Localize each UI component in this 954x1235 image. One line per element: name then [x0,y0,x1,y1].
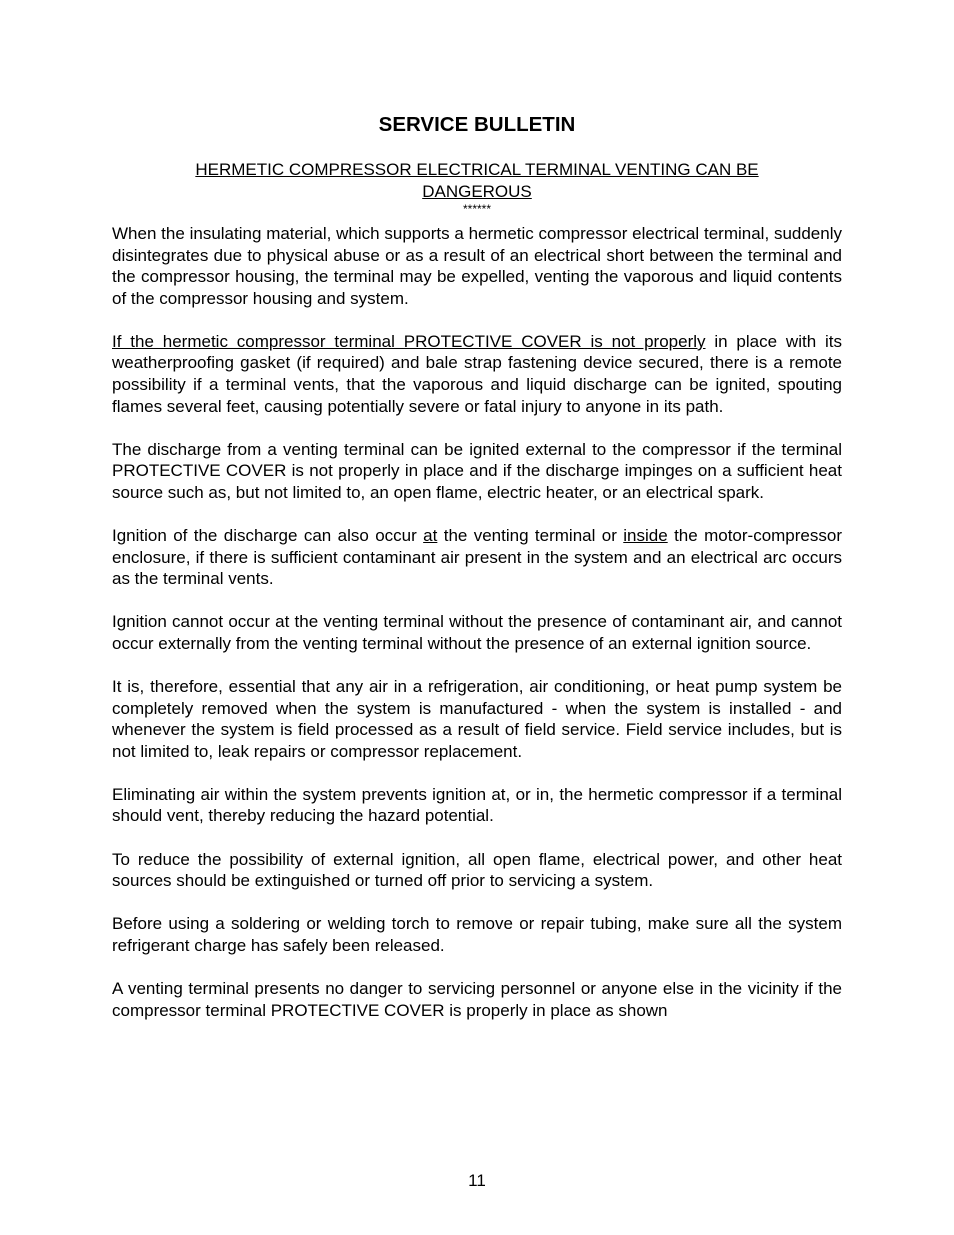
paragraph-8: To reduce the possibility of external ignition, all open flame, electrical power, and other heat sources should be extinguished or turned off prior to servicing a system. [112,849,842,891]
paragraph-1: When the insulating material, which supports a hermetic compressor electrical terminal, suddenly disintegrates due to physical abuse or as a result of an electrical short between the terminal and the compressor housing, the terminal may be expelled, venting the vaporous and liquid contents of the compressor housing and system. [112,224,842,308]
separator-stars: ****** [462,202,492,216]
underlined-inside: inside [623,526,668,546]
paragraph-6: It is, therefore, essential that any air in a refrigeration, air conditioning, or heat pump system be completely removed when the system is manufactured - when the system is installed - and whenever the system is field processed as a result of field service. Field service includes, but is not limited to, leak repairs or compressor replacement. [112,677,842,761]
paragraph-4-part-1: Ignition of the discharge can also occur [112,526,424,546]
bulletin-body [112,223,842,1043]
underlined-at: at [423,526,438,546]
paragraph-4-part-3: the motor-compressor enclosure, if there is sufficient contaminant air present in the system and an electrical arc occurs as the terminal vents. [112,526,842,589]
bulletin-title: SERVICE BULLETIN [378,113,576,136]
paragraph-3: The discharge from a venting terminal can be ignited external to the compressor if the terminal PROTECTIVE COVER is not properly in place and if the discharge impinges on a sufficient heat source such as, but not limited to, an open flame, electric heater, or an electrical spark. [112,439,842,502]
paragraph-9: Before using a soldering or welding torch to remove or repair tubing, make sure all the system refrigerant charge has safely been released. [112,914,842,955]
underlined-warning: If the hermetic compressor terminal PROTECTIVE COVER is not properly [112,331,706,351]
paragraph-7: Eliminating air within the system prevents ignition at, or in, the hermetic compressor if a terminal should vent, thereby reducing the hazard potential. [112,784,842,826]
paragraph-10: A venting terminal presents no danger to servicing personnel or anyone else in the vicinity if the compressor terminal PROTECTIVE COVER is properly in place as shown [112,978,842,1020]
paragraph-4 [112,525,842,590]
paragraph-2-rest: in place with its weatherproofing gasket (if required) and bale strap fastening device secured, there is a remote possibility if a terminal vents, that the vaporous and liquid discharge can be ignited, spouting flames several feet, causing potentially severe or fatal injury to anyone in its path. [112,331,842,416]
paragraph-5: Ignition cannot occur at the venting terminal without the presence of contaminant air, and cannot occur externally from the venting terminal without the presence of an external ignition source. [112,612,842,653]
bulletin-subtitle: HERMETIC COMPRESSOR ELECTRICAL TERMINAL VENTING CAN BE DANGEROUS [195,160,759,201]
paragraph-2 [112,331,842,417]
page-number: 11 [468,1171,486,1190]
paragraph-4-part-2: the venting terminal or [437,526,624,546]
